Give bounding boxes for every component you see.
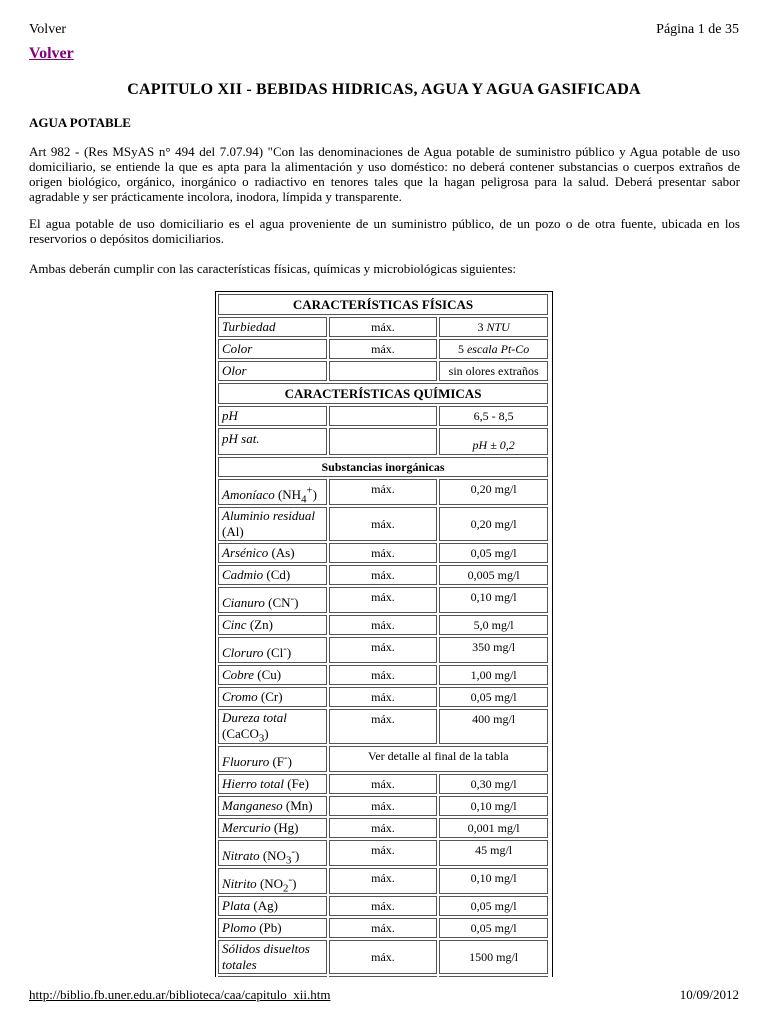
row-value: Ver detalle al final de la tabla [329,746,548,772]
row-value: 350 mg/l [439,637,548,663]
row-name: pH [218,406,327,426]
table-row [218,587,548,613]
footer-date: 10/09/2012 [679,987,739,1002]
section-heading: AGUA POTABLE [29,115,131,130]
row-limit [329,361,438,381]
substance-formula: $(NO_2^-)$ [256,873,297,895]
volver-link[interactable]: Volver [29,45,74,62]
table-row [218,709,548,744]
substance-name: Cobre [222,667,255,682]
substance-name: Sólidos disueltos totales [222,941,310,972]
substance-formula: (Al) [222,524,244,539]
row-name [218,615,327,635]
page-counter: Página 1 de 35 [656,22,739,37]
row-value-ph: pH [472,438,488,452]
table-row [218,507,548,541]
substance-name: Manganeso [222,798,283,813]
row-value [439,339,548,359]
row-name [218,687,327,707]
substance-formula: (Fe) [284,776,309,791]
row-name: pH sat. [218,428,327,455]
table-row [218,818,548,838]
row-name [218,587,327,613]
substance-name: Nitrito [222,876,257,891]
row-value [439,317,548,337]
substance-name: Cadmio [222,567,264,582]
substance-name: Plomo [222,920,256,935]
row-value: 0,005 mg/l [439,565,548,585]
table-row [218,479,548,505]
row-value: 400 mg/l [439,709,548,744]
row-name [218,840,327,866]
substance-formula: (Mn) [282,798,313,813]
table-row [218,361,548,381]
row-value: 0,30 mg/l [439,774,548,794]
row-name [218,565,327,585]
row-value: 45 mg/l [439,840,548,866]
header-left-text: Volver [29,22,67,37]
row-value: 0,20 mg/l [439,507,548,541]
row-limit: máx. [329,507,438,541]
row-name [218,543,327,563]
row-value: 0,05 mg/l [439,918,548,938]
row-limit: máx. [329,818,438,838]
table-row [218,940,548,974]
table-row [218,774,548,794]
substance-formula: $(NH_4^+)$ [274,484,317,506]
substance-formula: (Cr) [257,689,283,704]
row-name [218,868,327,894]
row-value: 0,05 mg/l [439,543,548,563]
row-limit: máx. [329,339,438,359]
substance-formula: (Zn) [246,617,273,632]
inorganic-header: Substancias inorgánicas [218,457,548,477]
table-subsection-row [218,457,548,477]
row-value: 0,05 mg/l [439,896,548,916]
substance-name: Cromo [222,689,258,704]
substance-name: Amoníaco [222,487,275,502]
table-section-row [218,383,548,404]
row-limit: máx. [329,774,438,794]
substance-formula: (Cd) [263,567,291,582]
row-value: 0,20 mg/l [439,479,548,505]
paragraph-requirements: Ambas deberán cumplir con las características físicas, químicas y microbiológicas siguientes: [29,261,516,276]
row-name [218,709,327,744]
row-limit: máx. [329,918,438,938]
row-limit: máx. [329,896,438,916]
row-name: Olor [218,361,327,381]
substance-name: Cinc [222,617,247,632]
substance-formula: (Ag) [250,898,278,913]
row-value-unit: NTU [486,319,510,334]
row-name [218,918,327,938]
row-limit: máx. [329,840,438,866]
row-value: 0,05 mg/l [439,687,548,707]
row-name [218,796,327,816]
row-limit: máx. [329,543,438,563]
row-value [439,428,548,455]
substance-formula: (CN-) [264,592,299,610]
row-limit: máx. [329,615,438,635]
row-limit: máx. [329,317,438,337]
table-row [218,868,548,894]
substance-formula: (Pb) [255,920,282,935]
row-value: 0,001 mg/l [439,818,548,838]
substance-name: Nitrato [222,848,260,863]
table-row [218,687,548,707]
row-value: 6,5 - 8,5 [439,406,548,426]
row-limit: máx. [329,709,438,744]
row-value-number: 3 [477,319,484,334]
row-value: 0,10 mg/l [439,796,548,816]
substance-formula: (Cu) [254,667,282,682]
row-limit [329,428,438,455]
substance-name: Cianuro [222,595,265,610]
substance-name: Arsénico [222,545,269,560]
chemical-header: CARACTERÍSTICAS QUÍMICAS [218,383,548,404]
substance-name: Mercurio [222,820,271,835]
substance-formula: (CaCO$_3$) [222,726,269,745]
row-name [218,896,327,916]
table-row [218,615,548,635]
inorganic-rows [218,479,548,974]
row-name [218,665,327,685]
substance-formula: (Hg) [270,820,299,835]
table-row [218,637,548,663]
row-limit: máx. [329,665,438,685]
physical-header: CARACTERÍSTICAS FÍSICAS [218,294,548,315]
row-name [218,940,327,974]
table-row [218,746,548,772]
paragraph-article: Art 982 - (Res MSyAS n° 494 del 7.07.94) "Con las denominaciones de Agua potable de suministro público y Agua potable de uso domiciliario, se entiende la que es apta para la alimentación y uso doméstico: no deberá contener substancias o cuerpos extraños de origen biológico, orgánico, inorgánico o radiactivo en tenores tales que la hagan peligrosa para la salud. Deberá presentar sabor agradable y ser prácticamente incolora, inodora, límpida y transparente. [29,144,740,204]
row-name [218,774,327,794]
footer-url-link[interactable]: http://biblio.fb.uner.edu.ar/biblioteca/caa/capitulo_xii.htm [29,987,331,1002]
row-limit [329,406,438,426]
page-title: CAPITULO XII - BEBIDAS HIDRICAS, AGUA Y AGUA GASIFICADA [127,81,641,98]
row-name [218,637,327,663]
substance-formula: (Cl-) [263,642,292,660]
substance-name: Hierro total [222,776,284,791]
row-name [218,479,327,505]
substance-name: Aluminio residual [222,508,316,523]
substance-formula: (As) [268,545,295,560]
table-row [218,918,548,938]
paragraph-domiciliary: El agua potable de uso domiciliario es el agua proveniente de un suministro público, de un pozo o de otra fuente, ubicada en los reservorios o depósitos domiciliarios. [29,216,740,246]
table-row [218,796,548,816]
row-name [218,746,327,772]
row-name [218,818,327,838]
table-row [218,840,548,866]
row-value: sin olores extraños [439,361,548,381]
table-row [218,317,548,337]
row-limit: máx. [329,940,438,974]
row-value: 1500 mg/l [439,940,548,974]
table-row [218,665,548,685]
row-name [218,507,327,541]
row-limit: máx. [329,796,438,816]
row-value-unit: escala Pt-Co [466,341,530,356]
row-limit: máx. [329,565,438,585]
row-value: 0,10 mg/l [439,868,548,894]
row-name: Turbiedad [218,317,327,337]
table-row-partial [218,976,548,977]
substance-name: Plata [222,898,251,913]
row-value-number: 5 [457,341,464,356]
row-limit: máx. [329,687,438,707]
table-row [218,406,548,426]
characteristics-table [216,292,550,977]
row-name: Color [218,339,327,359]
row-value-tolerance: ± 0,2 [490,438,515,452]
row-limit: máx. [329,868,438,894]
row-limit: máx. [329,637,438,663]
table-row [218,339,548,359]
substance-name: Cloruro [222,645,264,660]
table-section-row [218,294,548,315]
row-value: 1,00 mg/l [439,665,548,685]
characteristics-table-frame [215,291,553,977]
substance-name: Dureza total [222,710,287,725]
table-row [218,428,548,455]
table-row [218,896,548,916]
substance-formula: (F-) [269,751,292,769]
row-limit: máx. [329,587,438,613]
table-row [218,565,548,585]
substance-name: Fluoruro [222,754,270,769]
row-value: 5,0 mg/l [439,615,548,635]
row-limit: máx. [329,479,438,505]
substance-formula: $(NO_3^-)$ [259,845,300,867]
table-row [218,543,548,563]
row-value: 0,10 mg/l [439,587,548,613]
